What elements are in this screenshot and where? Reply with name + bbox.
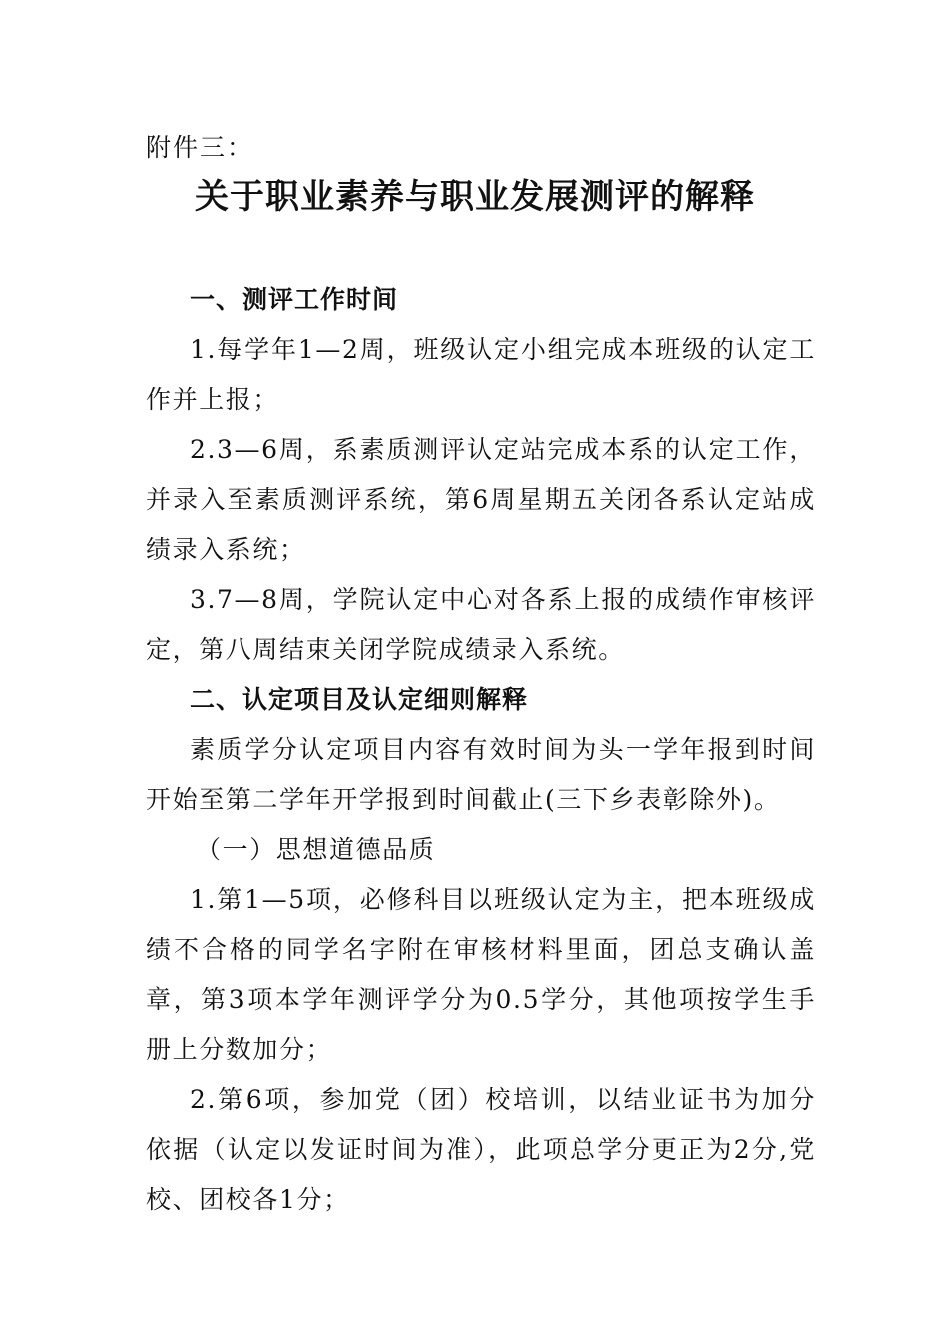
section-1-item-2: 2.3—6周，系素质测评认定站完成本系的认定工作，并录入至素质测评系统，第6周星期五关闭各系认定站成绩录入系统；: [146, 435, 816, 564]
document-body: [146, 275, 816, 1225]
annex-label: 附件三：: [146, 133, 255, 162]
section-2-intro: 素质学分认定项目内容有效时间为头一学年报到时间开始至第二学年开学报到时间截止(三下乡表彰除外)。: [146, 735, 816, 814]
section-2-subheading-1: （一）思想道德品质: [196, 835, 436, 864]
section-1-item-3: 3.7—8周，学院认定中心对各系上报的成绩作审核评定，第八周结束关闭学院成绩录入系统。: [146, 585, 816, 664]
document-title: 关于职业素养与职业发展测评的解释: [195, 177, 755, 217]
section-2-sub-1-item-1: 1.第1—5项，必修科目以班级认定为主，把本班级成绩不合格的同学名字附在审核材料里面，团总支确认盖章，第3项本学年测评学分为0.5学分，其他项按学生手册上分数加分；: [146, 885, 816, 1064]
section-heading-1: 一、测评工作时间: [190, 285, 399, 314]
section-2-sub-1-item-2: 2.第6项，参加党（团）校培训，以结业证书为加分依据（认定以发证时间为准），此项总学分更正为2分,党校、团校各1分；: [146, 1085, 816, 1214]
section-heading-2: 二、认定项目及认定细则解释: [190, 685, 529, 714]
section-1-item-1: 1.每学年1—2周，班级认定小组完成本班级的认定工作并上报；: [146, 335, 816, 414]
